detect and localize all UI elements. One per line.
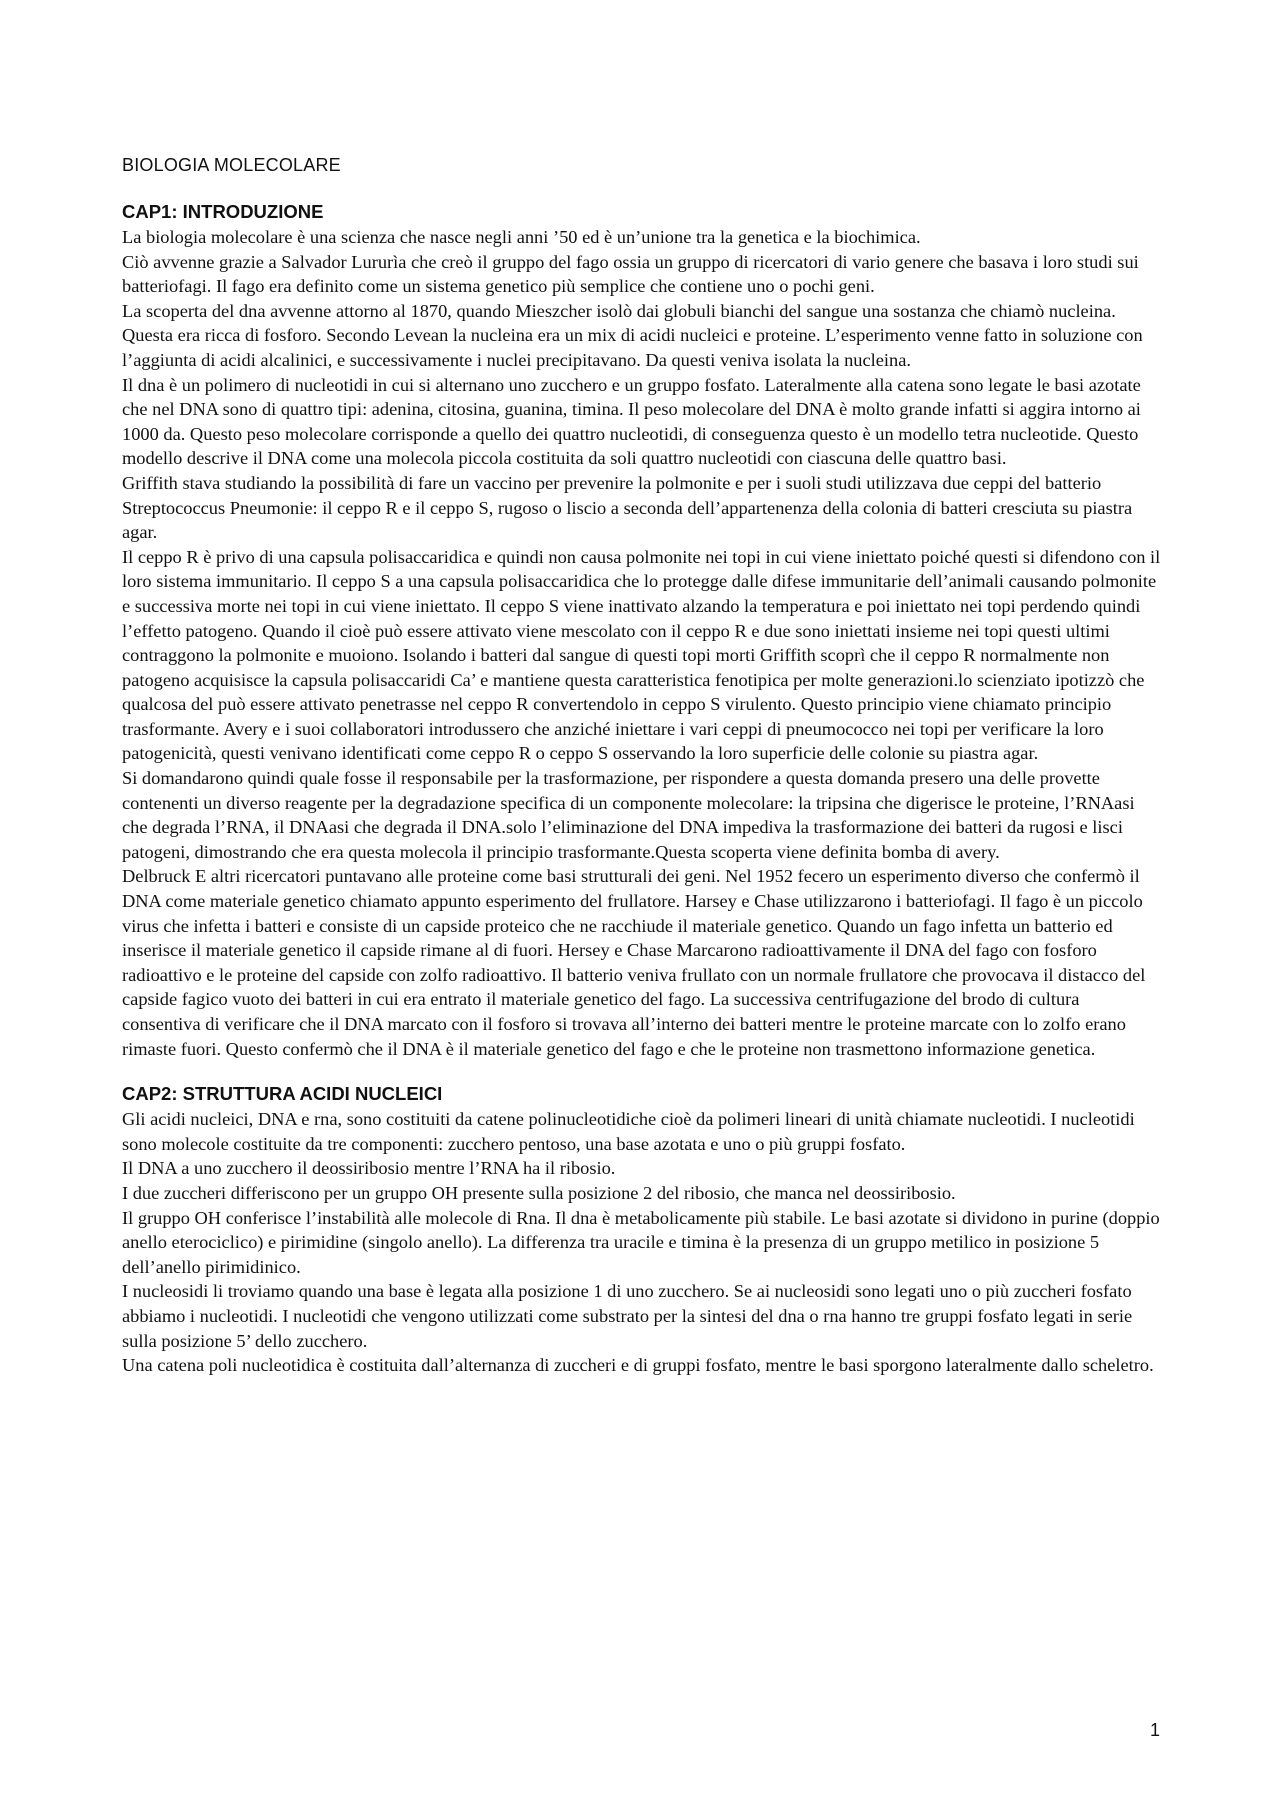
paragraph: Una catena poli nucleotidica è costituita dall’alternanza di zuccheri e di gruppi fosfato, mentre le basi sporgono lateralmente dallo scheletro.: [122, 1355, 1154, 1376]
chapter-2: [122, 1081, 1162, 1378]
paragraph: Gli acidi nucleici, DNA e rna, sono costituiti da catene polinucleotidiche cioè da polimeri lineari di unità chiamate nucleotidi. I nucleotidi sono molecole costituite da tre componenti: zucchero pentoso, una base azotata e uno o più gruppi fosfato.: [122, 1109, 1135, 1154]
paragraph: La scoperta del dna avvenne attorno al 1870, quando Mieszcher isolò dai globuli bianchi del sangue una sostanza che chiamò nucleina. Questa era ricca di fosforo. Secondo Levean la nucleina era un mix di acidi nucleici e proteine. L’esperimento venne fatto in soluzione con l’aggiunta di acidi alcalinici, e successivamente i nuclei precipitavano. Da questi veniva isolata la nucleina.: [122, 300, 1143, 370]
paragraph: Il dna è un polimero di nucleotidi in cui si alternano uno zucchero e un gruppo fosfato. Lateralmente alla catena sono legate le basi azotate che nel DNA sono di quattro tipi: adenina, citosina, guanina, timina. Il peso molecolare del DNA è molto grande infatti si aggira intorno ai 1000 da. Questo peso molecolare corrisponde a quello dei quattro nucleotidi, di conseguenza questo è un modello tetra nucleotide. Questo modello descrive il DNA come una molecola piccola costituita da soli quattro nucleotidi con ciascuna delle quattro basi.: [122, 374, 1141, 469]
paragraph: Il DNA a uno zucchero il deossiribosio mentre l’RNA ha il ribosio.: [122, 1158, 616, 1179]
paragraph: Il ceppo R è privo di una capsula polisaccaridica e quindi non causa polmonite nei topi in cui viene iniettato poiché questi si difendono con il loro sistema immunitario. Il ceppo S a una capsula polisaccaridica che lo protegge dalle difese immunitarie dell’animali causando polmonite e successiva morte nei topi in cui viene iniettato. Il ceppo S viene inattivato alzando la temperatura e poi iniettato nei topi perdendo quindi l’effetto patogeno. Quando il cioè può essere attivato viene mescolato con il ceppo R e due sono iniettati insieme nei topi questi ultimi contraggono la polmonite e muoiono. Isolando i batteri dal sangue di questi topi morti Griffith scoprì che il ceppo R normalmente non patogeno acquisisce la capsula polisaccaridi Ca’ e mantiene questa caratteristica fenotipica per molte generazioni.lo scienziato ipotizzò che qualcosa del può essere attivato penetrasse nel ceppo R convertendolo in ceppo S virulento. Questo principio viene chiamato principio trasformante. Avery e i suoi collaboratori introdussero che anziché iniettare i vari ceppi di pneumococco nei topi per verificare la loro patogenicità, questi venivano identificati come ceppo R o ceppo S osservando la loro superficie delle colonie su piastra agar.: [122, 546, 1161, 764]
paragraph: Ciò avvenne grazie a Salvador Lururìa che creò il gruppo del fago ossia un gruppo di ricercatori di vario genere che basava i loro studi sui batteriofagi. Il fago era definito come un sistema genetico più semplice che contiene uno o pochi geni.: [122, 251, 1139, 297]
chapter-heading: CAP2: STRUTTURA ACIDI NUCLEICI: [122, 1083, 443, 1105]
chapter-1: [122, 199, 1162, 1061]
paragraph: Il gruppo OH conferisce l’instabilità alle molecole di Rna. Il dna è metabolicamente più stabile. Le basi azotate si dividono in purine (doppio anello eterociclico) e pirimidine (singolo anello). La differenza tra uracile e timina è la presenza di un gruppo metilico in posizione 5 dell’anello pirimidinico.: [122, 1207, 1160, 1277]
paragraph: I nucleosidi li troviamo quando una base è legata alla posizione 1 di uno zucchero. Se ai nucleosidi sono legati uno o più zuccheri fosfato abbiamo i nucleotidi. I nucleotidi che vengono utilizzati come substrato per la sintesi del dna o rna hanno tre gruppi fosfato legati in serie sulla posizione 5’ dello zucchero.: [122, 1281, 1133, 1351]
document-title: BIOLOGIA MOLECOLARE: [122, 155, 341, 175]
paragraph: Griffith stava studiando la possibilità di fare un vaccino per prevenire la polmonite e per i suoli studi utilizzava due ceppi del batterio Streptococcus Pneumonie: il ceppo R e il ceppo S, rugoso o liscio a seconda dell’appartenenza della colonia di batteri cresciuta su piastra agar.: [122, 472, 1133, 543]
paragraph: I due zuccheri differiscono per un gruppo OH presente sulla posizione 2 del ribosio, che manca nel deossiribosio.: [122, 1182, 956, 1203]
paragraph: Si domandarono quindi quale fosse il responsabile per la trasformazione, per rispondere a questa domanda presero una delle provette contenenti un diverso reagente per la degradazione specifica di un componente molecolare: la tripsina che digerisce le proteine, l’RNAasi che degrada l’RNA, il DNAasi che degrada il DNA.solo l’eliminazione del DNA impediva la trasformazione dei batteri da rugosi e lisci patogeni, dimostrando che era questa molecola il principio trasformante.Questa scoperta viene definita bomba di avery.: [122, 768, 1135, 862]
paragraph: La biologia molecolare è una scienza che nasce negli anni ’50 ed è un’unione tra la genetica e la biochimica.: [122, 227, 921, 247]
document-page: [122, 153, 1162, 1378]
paragraph: Delbruck E altri ricercatori puntavano alle proteine come basi strutturali dei geni. Nel 1952 fecero un esperimento diverso che confermò il DNA come materiale genetico chiamato appunto esperimento del frullatore. Harsey e Chase utilizzarono i batteriofagi. Il fago è un piccolo virus che infetta i batteri e consiste di un capside proteico che ne racchiude il materiale genetico. Quando un fago infetta un batterio ed inserisce il materiale genetico il capside rimane al di fuori. Hersey e Chase Marcarono radioattivamente il DNA del fago con fosforo radioattivo e le proteine del capside con zolfo radioattivo. Il batterio veniva frullato con un normale frullatore che provocava il distacco del capside fagico vuoto dei batteri in cui era entrato il materiale genetico del fago. La successiva centrifugazione del brodo di cultura consentiva di verificare che il DNA marcato con il fosforo si trovava all’interno dei batteri mentre le proteine marcate con lo zolfo erano rimaste fuori. Questo confermò che il DNA è il materiale genetico del fago e che le proteine non trasmettono informazione genetica.: [122, 866, 1146, 1059]
page-number: 1: [1150, 1720, 1161, 1740]
chapter-heading: CAP1: INTRODUZIONE: [122, 201, 324, 222]
